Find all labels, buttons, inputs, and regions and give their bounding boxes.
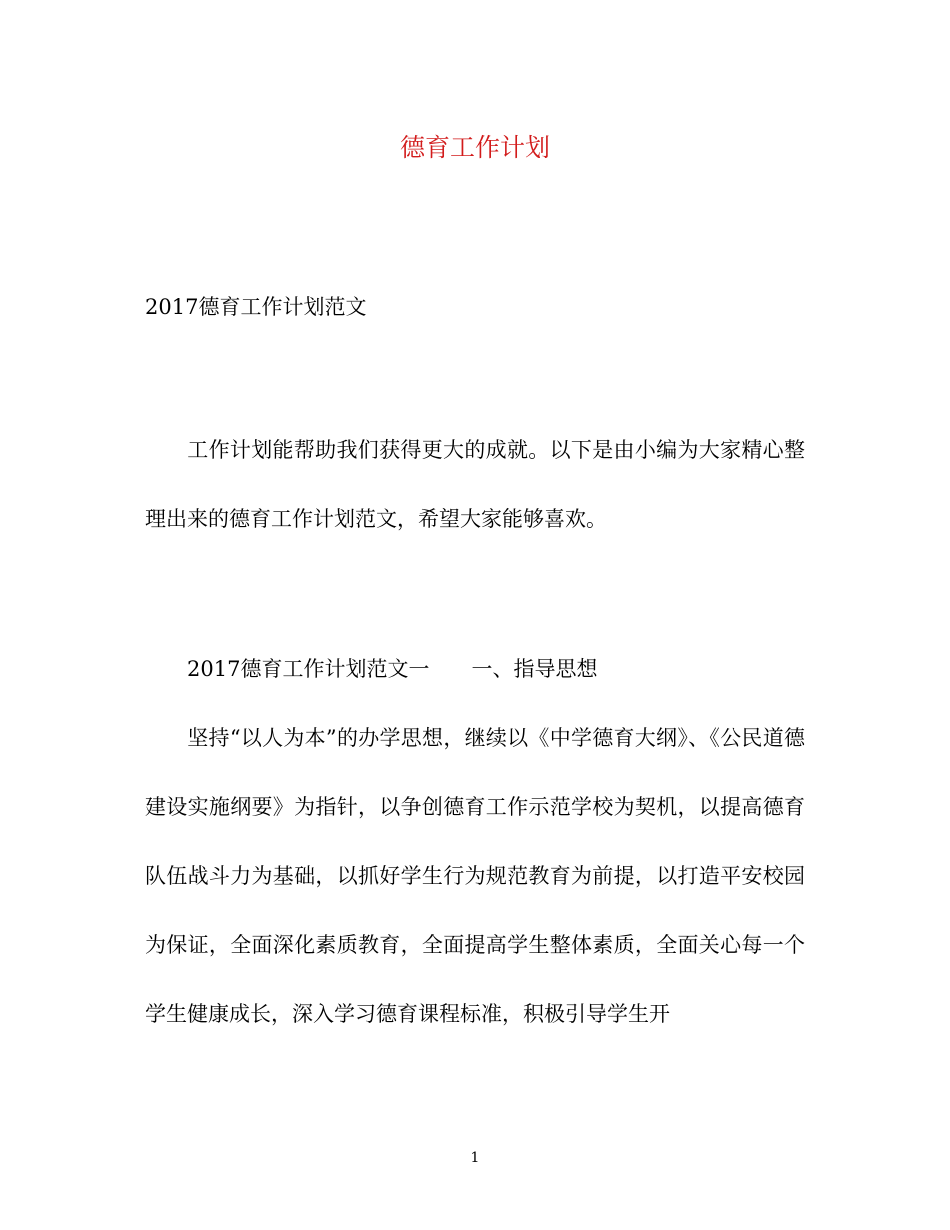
body-paragraph — [145, 704, 805, 1049]
intro-paragraph — [145, 416, 805, 554]
intro-text: 工作计划能帮助我们获得更大的成就。以下是由小编为大家精心整理出来的德育工作计划范文，希望大家能够喜欢。 — [145, 438, 805, 531]
section-heading: 一、指导思想 — [471, 657, 598, 681]
body-text: 坚持“以人为本”的办学思想，继续以《中学德育大纲》、《公民道德建设实施纲要》为指针，以争创德育工作示范学校为契机，以提高德育队伍战斗力为基础，以抓好学生行为规范教育为前提，以打造平安校园为保证，全面深化素质教育，全面提高学生整体素质，全面关心每一个学生健康成长，深入学习德育课程标准，积极引导学生开 — [145, 726, 805, 1026]
section-heading-line — [145, 635, 805, 704]
document-subtitle: 2017德育工作计划范文 — [145, 295, 367, 319]
section-title: 2017德育工作计划范文一 — [187, 657, 430, 681]
page-number: 1 — [470, 1150, 480, 1166]
page-title: 德育工作计划 — [399, 133, 550, 162]
